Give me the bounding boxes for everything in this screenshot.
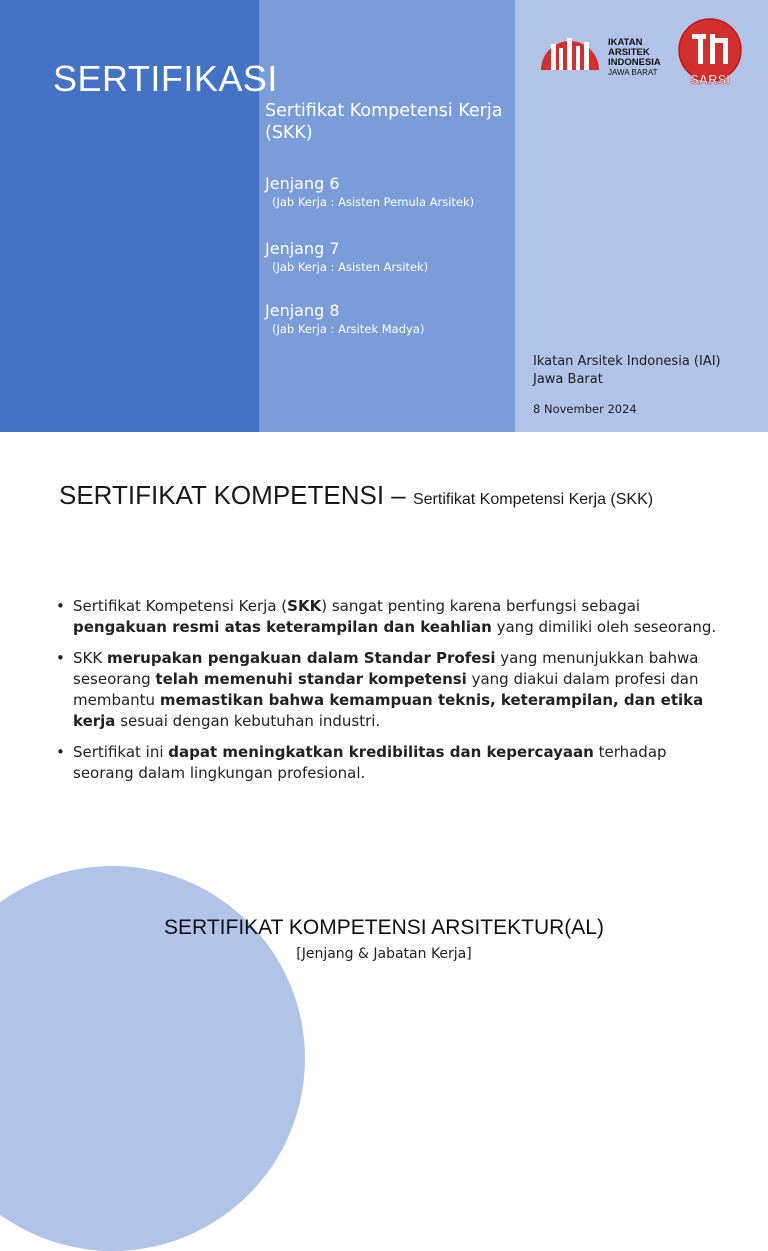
sarsi-logo-label: SARSI [690, 72, 730, 87]
bold-text: merupakan pengakuan dalam Standar Profesi [106, 649, 496, 667]
section-title-main: SERTIFIKAT KOMPETENSI – [59, 480, 413, 510]
level-name: Jenjang 7 [265, 239, 340, 258]
text: Sertifikat ini [73, 743, 169, 761]
text: Sertifikat Kompetensi Kerja ( [73, 597, 288, 615]
bullet-list [56, 596, 726, 794]
level-name: Jenjang 6 [265, 174, 340, 193]
bold-text: telah memenuhi standar kompetensi [155, 670, 467, 688]
org-region: Jawa Barat [533, 372, 603, 387]
level-job: (Jab Kerja : Asisten Pemula Arsitek) [272, 195, 475, 209]
text: terhadap seorang dalam lingkungan profesional. [73, 743, 667, 782]
organization [533, 353, 763, 389]
slide3-title: SERTIFIKAT KOMPETENSI ARSITEKTUR(AL) [164, 916, 604, 939]
skk-subtitle: Sertifikat Kompetensi Kerja (SKK) [265, 101, 503, 143]
section-title [59, 480, 653, 511]
title-slide [0, 0, 768, 432]
slide-title: SERTIFIKASI [53, 58, 278, 99]
level-job: (Jab Kerja : Asisten Arsitek) [272, 260, 429, 274]
text: yang dimiliki oleh seseorang. [491, 618, 717, 636]
level-job: (Jab Kerja : Arsitek Madya) [272, 322, 425, 336]
bullet-item [56, 648, 726, 732]
logo-line: IKATAN [608, 37, 643, 48]
middle-panel [259, 0, 515, 432]
org-name: Ikatan Arsitek Indonesia (IAI) [533, 354, 721, 369]
bullet-item [56, 596, 726, 638]
iai-logo-icon [539, 20, 601, 72]
text: sesuai dengan kebutuhan industri. [115, 712, 381, 730]
level-8 [265, 301, 424, 337]
presentation-date: 8 November 2024 [533, 402, 637, 416]
bold-text: SKK [287, 597, 322, 615]
logo-line: INDONESIA [608, 57, 661, 68]
bullet-item [56, 742, 726, 784]
iai-logo-text [608, 38, 661, 78]
logo-line: JAWA BARAT [608, 68, 658, 77]
bold-text: pengakuan resmi atas keterampilan dan keahlian [73, 618, 492, 636]
level-7 [265, 239, 428, 275]
section-title-sub: Sertifikat Kompetensi Kerja (SKK) [412, 491, 654, 508]
level-6 [265, 174, 474, 210]
sarsi-logo-icon [676, 18, 744, 90]
level-name: Jenjang 8 [265, 301, 340, 320]
bold-text: dapat meningkatkan kredibilitas dan kepercayaan [168, 743, 594, 761]
text: yang menunjukkan bahwa seseorang [73, 649, 699, 688]
text: SKK [73, 649, 107, 667]
text: ) sangat penting karena berfungsi sebagai [321, 597, 641, 615]
slide3-subtitle: [Jenjang & Jabatan Kerja] [296, 946, 472, 962]
logo-line: ARSITEK [608, 47, 650, 58]
text: yang diakui dalam profesi dan membantu [73, 670, 699, 709]
bold-text: memastikan bahwa kemampuan teknis, keterampilan, dan etika kerja [73, 691, 704, 730]
